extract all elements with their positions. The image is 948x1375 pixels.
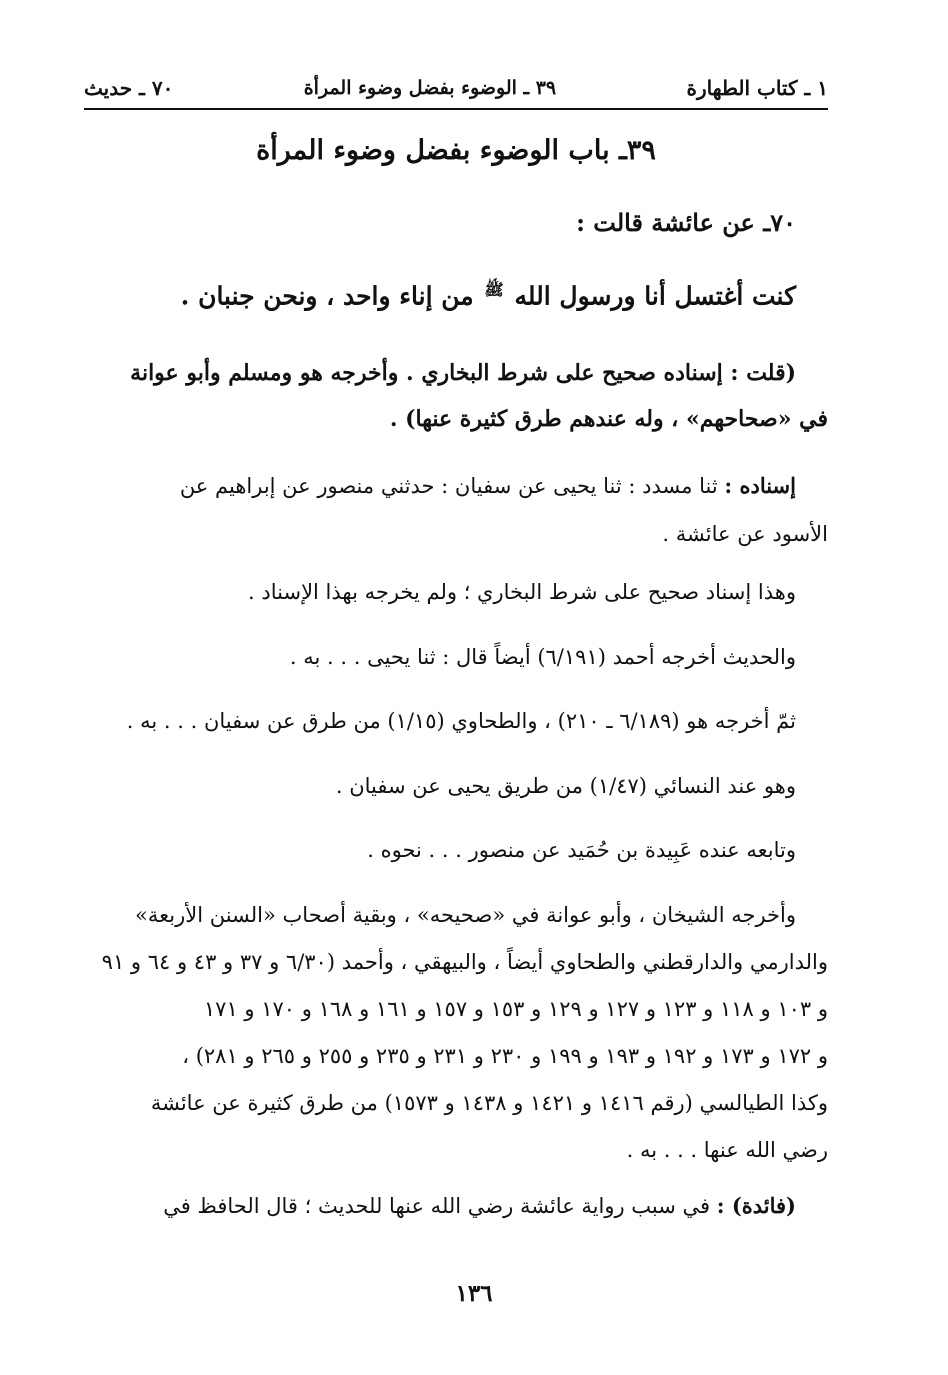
takhrij-line: وأخرجه الشيخان ، وأبو عوانة في «صحيحه» ، وبقية أصحاب «السنن الأربعة» xyxy=(135,903,796,927)
page-number: ١٣٦ xyxy=(455,1280,493,1307)
note-line: في «صحاحهم» ، وله عندهم طرق كثيرة عنها) . xyxy=(389,406,828,432)
chapter-title: ٣٩ـ باب الوضوء بفضل وضوء المرأة xyxy=(256,135,656,166)
takhrij-line: والدارمي والدارقطني والطحاوي أيضاً ، والبيهقي ، وأحمد (٦/٣٠ و ٣٧ و ٤٣ و ٦٤ و ٩١ xyxy=(101,950,828,974)
salawat-icon: ﷺ xyxy=(484,280,504,299)
header-divider xyxy=(84,108,828,110)
isnad-label: إسناده : xyxy=(724,473,796,498)
header-hadith-number: ٧٠ ـ حديث xyxy=(84,76,174,100)
takhrij-line: و ١٠٣ و ١١٨ و ١٢٣ و ١٢٧ و ١٢٩ و ١٥٣ و ١٥٧ و ١٦١ و ١٦٨ و ١٧٠ و ١٧١ xyxy=(203,997,828,1021)
hadith-number-line: ٧٠ـ عن عائشة قالت : xyxy=(576,208,796,237)
takhrij-line: و ١٧٢ و ١٧٣ و ١٩٢ و ١٩٣ و ١٩٩ و ٢٣٠ و ٢٣١ و ٢٣٥ و ٢٥٥ و ٢٦٥ و ٢٨١) ، xyxy=(182,1044,828,1068)
isnad-paragraph xyxy=(84,462,828,558)
hadith-text xyxy=(84,280,828,310)
takhrij-line: وكذا الطيالسي (رقم ١٤١٦ و ١٤٢١ و ١٤٣٨ و ١٥٧٣) من طرق كثيرة عن عائشة xyxy=(150,1091,828,1115)
author-note xyxy=(84,350,828,442)
header-chapter-title: ٣٩ ـ الوضوء بفضل وضوء المرأة xyxy=(303,77,557,99)
paragraph: وتابعه عنده عَبِيدة بن حُمَيد عن منصور . . . نحوه . xyxy=(367,838,796,862)
faida-label: (فائدة) : xyxy=(716,1193,796,1218)
paragraph: ثمّ أخرجه هو (٦/١٨٩ ـ ٢١٠) ، والطحاوي (١/١٥) من طرق عن سفيان . . . به . xyxy=(126,709,796,733)
note-line: (قلت : إسناده صحيح على شرط البخاري . وأخرجه هو ومسلم وأبو عوانة xyxy=(130,360,796,386)
paragraph: والحديث أخرجه أحمد (٦/١٩١) أيضاً قال : ثنا يحيى . . . به . xyxy=(289,645,796,669)
header-book-title: ١ ـ كتاب الطهارة xyxy=(686,76,828,100)
paragraph: وهو عند النسائي (١/٤٧) من طريق يحيى عن سفيان . xyxy=(335,774,796,798)
isnad-line xyxy=(84,462,828,510)
isnad-text: ثنا مسدد : ثنا يحيى عن سفيان : حدثني منصور عن إبراهيم عن xyxy=(179,474,718,498)
isnad-line: الأسود عن عائشة . xyxy=(662,522,828,546)
running-header xyxy=(84,70,828,106)
faida-text: في سبب رواية عائشة رضي الله عنها للحديث ؛ قال الحافظ في xyxy=(163,1194,711,1218)
hadith-text-before: كنت أغتسل أنا ورسول الله xyxy=(514,281,796,311)
paragraph: وهذا إسناد صحيح على شرط البخاري ؛ ولم يخرجه بهذا الإسناد . xyxy=(248,580,796,604)
takhrij-line: رضي الله عنها . . . به . xyxy=(626,1138,828,1162)
takhrij-paragraph xyxy=(84,892,828,1174)
hadith-text-after: من إناء واحد ، ونحن جنبان . xyxy=(180,281,474,311)
faida-paragraph xyxy=(84,1186,828,1226)
